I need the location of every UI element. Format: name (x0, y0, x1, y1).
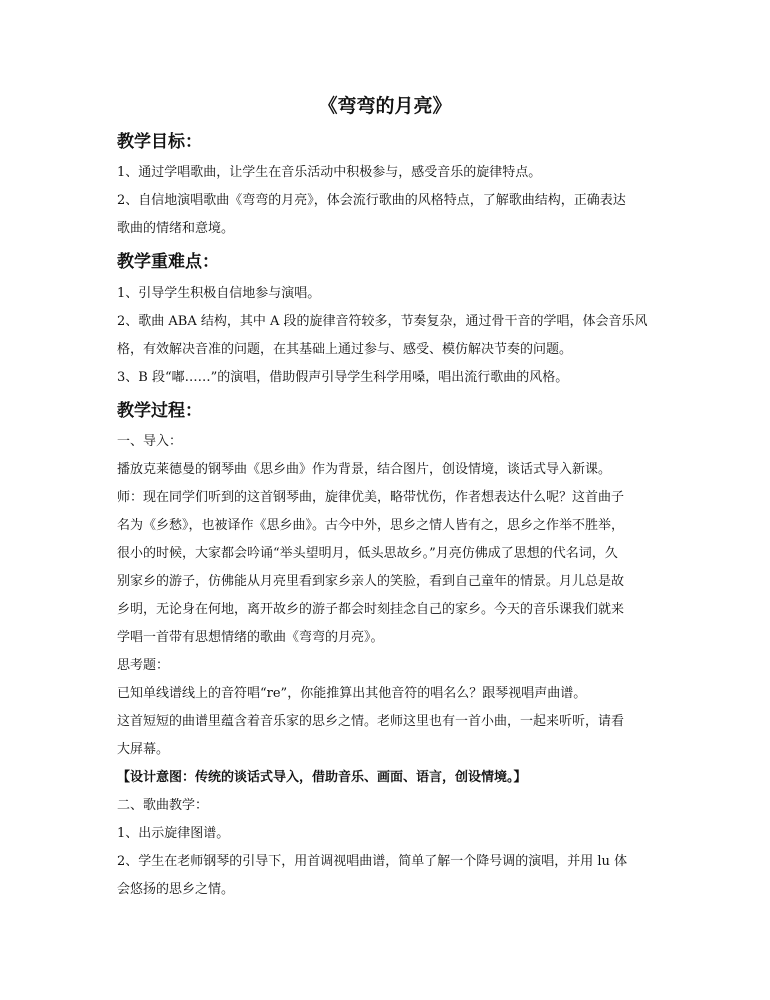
paragraph-line: 2、自信地演唱歌曲《弯弯的月亮》，体会流行歌曲的风格特点，了解歌曲结构，正确表达 (117, 193, 626, 208)
section-heading-key-points: 教学重难点： (117, 252, 219, 272)
paragraph-line: 3、B 段“嘟……”的演唱，借助假声引导学生科学用嗓，唱出流行歌曲的风格。 (117, 370, 569, 385)
paragraph-line: 学唱一首带有思想情绪的歌曲《弯弯的月亮》。 (117, 630, 384, 645)
paragraph-line: 2、歌曲 ABA 结构，其中 A 段的旋律音符较多，节奏复杂，通过骨干音的学唱，体会音乐风 (117, 314, 648, 329)
paragraph-line: 1、引导学生积极自信地参与演唱。 (117, 286, 321, 301)
paragraph-line: 2、学生在老师钢琴的引导下，用首调视唱曲谱，简单了解一个降号调的演唱，并用 lu 体 (117, 854, 628, 869)
paragraph-line: 大屏幕。 (117, 742, 170, 757)
paragraph-line: 名为《乡愁》，也被译作《思乡曲》。古今中外，思乡之情人皆有之，思乡之作举不胜举， (117, 518, 625, 533)
paragraph-line: 乡明，无论身在何地，离开故乡的游子都会时刻挂念自己的家乡。今天的音乐课我们就来 (117, 602, 625, 617)
section-heading-process: 教学过程： (117, 401, 202, 421)
paragraph-line: 1、出示旋律图谱。 (117, 826, 230, 841)
paragraph-line: 师：现在同学们听到的这首钢琴曲，旋律优美，略带忧伤，作者想表达什么呢？这首曲子 (117, 490, 625, 505)
paragraph-line: 歌曲的情绪和意境。 (117, 221, 235, 236)
paragraph-line: 已知单线谱线上的音符唱“re”，你能推算出其他音符的唱名么？跟琴视唱声曲谱。 (117, 686, 587, 701)
paragraph-line: 别家乡的游子，仿佛能从月亮里看到家乡亲人的笑脸，看到自己童年的情景。月儿总是故 (117, 574, 625, 589)
document-title: 《弯弯的月亮》 (318, 95, 452, 117)
paragraph-line: 播放克莱德曼的钢琴曲《思乡曲》作为背景，结合图片，创设情境，谈话式导入新课。 (117, 462, 612, 477)
section-heading-objectives: 教学目标： (117, 132, 202, 152)
paragraph-line: 很小的时候，大家都会吟诵“举头望明月，低头思故乡。”月亮仿佛成了思想的代名词，久 (117, 546, 618, 561)
paragraph-line: 格，有效解决音准的问题，在其基础上通过参与、感受、模仿解决节奏的问题。 (117, 342, 573, 357)
design-intent-note: 【设计意图：传统的谈话式导入，借助音乐、画面、语言，创设情境。】 (117, 770, 527, 785)
paragraph-line: 会悠扬的思乡之情。 (117, 882, 235, 897)
paragraph-line: 思考题： (117, 658, 170, 673)
paragraph-line: 1、通过学唱歌曲，让学生在音乐活动中积极参与，感受音乐的旋律特点。 (117, 165, 542, 180)
paragraph-line: 一、导入： (117, 434, 183, 449)
paragraph-line: 二、歌曲教学： (117, 798, 209, 813)
paragraph-line: 这首短短的曲谱里蕴含着音乐家的思乡之情。老师这里也有一首小曲，一起来听听，请看 (117, 714, 625, 729)
